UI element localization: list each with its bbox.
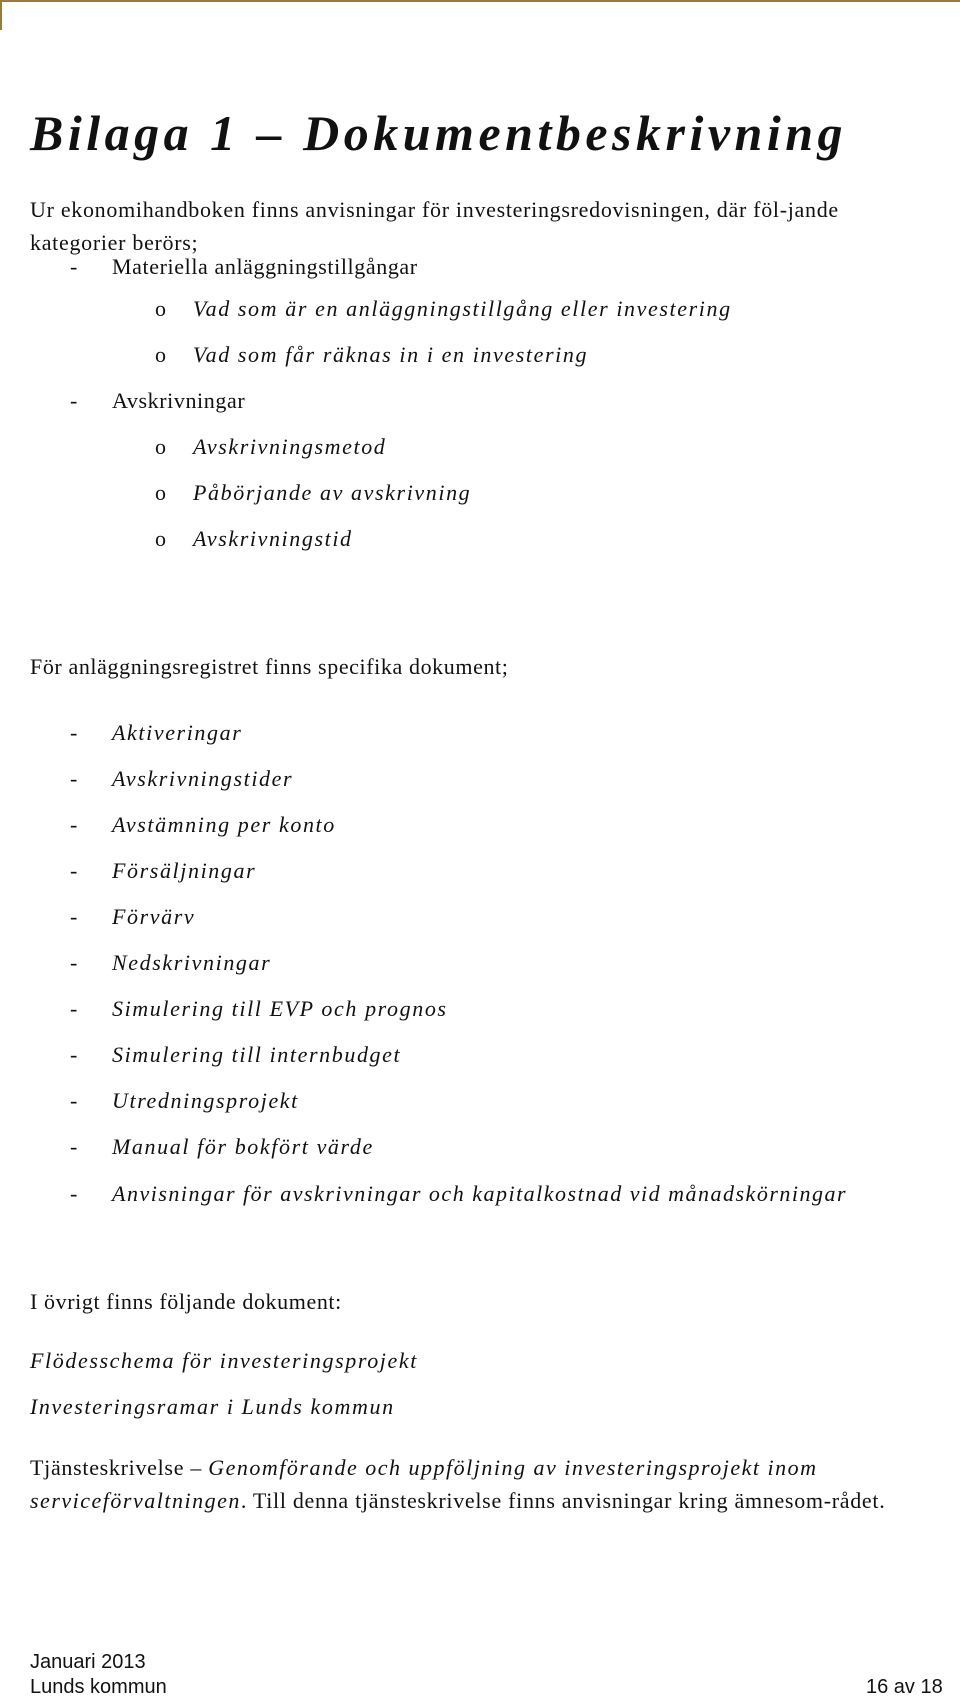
- bullet-dash: -: [70, 950, 78, 975]
- tjansteskrivelse-title: Genomförande och uppföljning av investeringsprojekt inom serviceförvaltningen: [30, 1455, 818, 1513]
- tjansteskrivelse-lead: Tjänsteskrivelse –: [30, 1455, 209, 1480]
- bullet-dash: -: [70, 996, 78, 1021]
- bullet-circle: o: [155, 342, 166, 367]
- register-doc-item: Avstämning per konto: [112, 812, 336, 837]
- category-item: Påbörjande av avskrivning: [193, 480, 472, 505]
- register-doc-item: Simulering till internbudget: [112, 1042, 402, 1067]
- bullet-circle: o: [155, 296, 166, 321]
- bullet-dash: -: [70, 766, 78, 791]
- page-title: Bilaga 1 – Dokumentbeskrivning: [30, 105, 848, 161]
- footer-page-number: 16 av 18: [866, 1676, 943, 1698]
- bullet-dash: -: [70, 720, 78, 745]
- bullet-circle: o: [155, 526, 166, 551]
- corner-rule-horizontal: [0, 0, 960, 2]
- intro-paragraph: Ur ekonomihandboken finns anvisningar för investeringsredovisningen, där föl-jande kategorier berörs;: [30, 197, 839, 255]
- category-item: Vad som får räknas in i en investering: [193, 342, 589, 367]
- register-doc-item: Utredningsprojekt: [112, 1088, 299, 1113]
- register-intro: För anläggningsregistret finns specifika dokument;: [30, 654, 509, 679]
- register-doc-item: Anvisningar för avskrivningar och kapitalkostnad vid månadskörningar: [112, 1181, 848, 1206]
- footer-org: Lunds kommun: [30, 1676, 167, 1698]
- category-item: Avskrivningsmetod: [193, 434, 387, 459]
- category-item: Avskrivningstid: [193, 526, 353, 551]
- register-doc-item: Aktiveringar: [112, 720, 243, 745]
- category-label: Avskrivningar: [112, 388, 246, 413]
- bullet-circle: o: [155, 434, 166, 459]
- tjansteskrivelse-rest: . Till denna tjänsteskrivelse finns anvisningar kring ämnesom-rådet.: [240, 1488, 886, 1513]
- register-doc-item: Förvärv: [112, 904, 196, 929]
- bullet-circle: o: [155, 480, 166, 505]
- footer-date: Januari 2013: [30, 1651, 146, 1673]
- bullet-dash: -: [70, 1181, 78, 1206]
- bullet-dash: -: [70, 812, 78, 837]
- bullet-dash: -: [70, 1042, 78, 1067]
- bullet-dash: -: [70, 388, 78, 413]
- tjansteskrivelse-paragraph: [30, 1451, 942, 1517]
- register-doc-item: Simulering till EVP och prognos: [112, 996, 448, 1021]
- corner-rule-vertical: [0, 0, 2, 30]
- other-intro: I övrigt finns följande dokument:: [30, 1289, 342, 1314]
- category-item: Vad som är en anläggningstillgång eller investering: [193, 296, 732, 321]
- bullet-dash: -: [70, 1134, 78, 1159]
- other-doc-item: Investeringsramar i Lunds kommun: [30, 1394, 395, 1419]
- register-doc-item: Avskrivningstider: [112, 766, 294, 791]
- bullet-dash: -: [70, 254, 78, 279]
- bullet-dash: -: [70, 904, 78, 929]
- bullet-dash: -: [70, 858, 78, 883]
- category-label: Materiella anläggningstillgångar: [112, 254, 418, 279]
- register-doc-item: Nedskrivningar: [112, 950, 272, 975]
- register-doc-item: Försäljningar: [112, 858, 257, 883]
- bullet-dash: -: [70, 1088, 78, 1113]
- other-doc-item: Flödesschema för investeringsprojekt: [30, 1348, 418, 1373]
- register-doc-item: Manual för bokfört värde: [112, 1134, 374, 1159]
